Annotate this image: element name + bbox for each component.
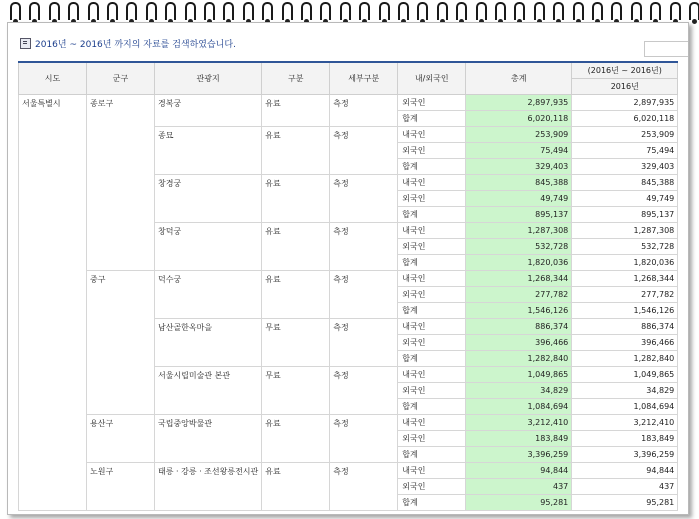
cell-total: 2,897,935 xyxy=(466,95,572,111)
cell-2016: 437 xyxy=(572,479,678,495)
cell-total: 6,020,118 xyxy=(466,111,572,127)
cell-category: 유료 xyxy=(262,415,330,463)
binding-ring xyxy=(49,2,60,20)
cell-2016: 3,396,259 xyxy=(572,447,678,463)
binding-ring xyxy=(398,2,409,20)
cell-total: 277,782 xyxy=(466,287,572,303)
table-row xyxy=(19,95,678,111)
cell-nationality: 내국인 xyxy=(398,319,466,335)
binding-ring xyxy=(495,2,506,20)
cell-nationality: 합계 xyxy=(398,255,466,271)
cell-category: 유료 xyxy=(262,223,330,271)
binding-ring xyxy=(320,2,331,20)
cell-nationality: 합계 xyxy=(398,159,466,175)
cell-site: 남산골한옥마을 xyxy=(155,319,262,367)
col-gungu: 군구 xyxy=(87,62,155,95)
cell-nationality: 합계 xyxy=(398,111,466,127)
cell-subcategory: 측정 xyxy=(330,127,398,175)
cell-site: 서울시립미술관 본관 xyxy=(155,367,262,415)
cell-2016: 183,849 xyxy=(572,431,678,447)
binding-ring xyxy=(10,2,21,20)
cell-total: 1,084,694 xyxy=(466,399,572,415)
cell-2016: 396,466 xyxy=(572,335,678,351)
cell-nationality: 외국인 xyxy=(398,479,466,495)
col-year-2016: 2016년 xyxy=(572,79,678,95)
cell-nationality: 합계 xyxy=(398,351,466,367)
cell-2016: 1,084,694 xyxy=(572,399,678,415)
cell-total: 1,546,126 xyxy=(466,303,572,319)
cell-2016: 1,268,344 xyxy=(572,271,678,287)
cell-site: 종묘 xyxy=(155,127,262,175)
col-sido: 시도 xyxy=(19,62,87,95)
cell-2016: 75,494 xyxy=(572,143,678,159)
col-category: 구분 xyxy=(262,62,330,95)
cell-2016: 3,212,410 xyxy=(572,415,678,431)
cell-total: 329,403 xyxy=(466,159,572,175)
cell-total: 396,466 xyxy=(466,335,572,351)
cell-nationality: 내국인 xyxy=(398,175,466,191)
cell-total: 845,388 xyxy=(466,175,572,191)
cell-total: 75,494 xyxy=(466,143,572,159)
cell-category: 유료 xyxy=(262,463,330,511)
cell-nationality: 외국인 xyxy=(398,431,466,447)
binding-ring xyxy=(611,2,622,20)
binding-ring xyxy=(204,2,215,20)
cell-total: 1,268,344 xyxy=(466,271,572,287)
col-site: 관광지 xyxy=(155,62,262,95)
cell-total: 532,728 xyxy=(466,239,572,255)
cell-nationality: 내국인 xyxy=(398,271,466,287)
binding-ring xyxy=(301,2,312,20)
cell-nationality: 합계 xyxy=(398,447,466,463)
binding-ring xyxy=(185,2,196,20)
cell-nationality: 외국인 xyxy=(398,143,466,159)
binding-ring xyxy=(670,2,681,20)
binding-ring xyxy=(689,2,699,20)
cell-sido: 서울특별시 xyxy=(19,95,87,511)
cell-2016: 95,281 xyxy=(572,495,678,511)
cell-nationality: 합계 xyxy=(398,399,466,415)
table-row xyxy=(19,463,678,479)
col-total: 총계 xyxy=(466,62,572,95)
cell-category: 유료 xyxy=(262,271,330,319)
binding-ring xyxy=(165,2,176,20)
cell-site: 창경궁 xyxy=(155,175,262,223)
binding-ring xyxy=(146,2,157,20)
cell-nationality: 외국인 xyxy=(398,95,466,111)
cell-2016: 895,137 xyxy=(572,207,678,223)
document-icon xyxy=(20,38,31,49)
cell-2016: 532,728 xyxy=(572,239,678,255)
cell-subcategory: 측정 xyxy=(330,95,398,127)
binding-ring xyxy=(282,2,293,20)
cell-total: 34,829 xyxy=(466,383,572,399)
col-nationality: 내/외국인 xyxy=(398,62,466,95)
cell-2016: 845,388 xyxy=(572,175,678,191)
binding-ring xyxy=(553,2,564,20)
cell-2016: 886,374 xyxy=(572,319,678,335)
cell-gungu: 종로구 xyxy=(87,95,155,271)
cell-site: 태릉 · 강릉 · 조선왕릉전시관 xyxy=(155,463,262,511)
table-row xyxy=(19,271,678,287)
report-page xyxy=(7,22,689,515)
binding-ring xyxy=(379,2,390,20)
cell-2016: 329,403 xyxy=(572,159,678,175)
cell-gungu: 중구 xyxy=(87,271,155,415)
binding-ring xyxy=(340,2,351,20)
cell-total: 1,049,865 xyxy=(466,367,572,383)
binding-ring xyxy=(514,2,525,20)
cell-total: 437 xyxy=(466,479,572,495)
binding-ring xyxy=(650,2,661,20)
cell-nationality: 외국인 xyxy=(398,191,466,207)
cell-nationality: 내국인 xyxy=(398,223,466,239)
binding-ring xyxy=(437,2,448,20)
cell-total: 49,749 xyxy=(466,191,572,207)
binding-ring xyxy=(476,2,487,20)
cell-category: 무료 xyxy=(262,319,330,367)
cell-gungu: 노원구 xyxy=(87,463,155,511)
binding-ring xyxy=(243,2,254,20)
cell-subcategory: 측정 xyxy=(330,319,398,367)
search-summary-text: 2016년 ~ 2016년 까지의 자료를 검색하였습니다. xyxy=(35,40,236,50)
visitor-stats-table xyxy=(18,61,678,511)
cell-subcategory: 측정 xyxy=(330,463,398,511)
cell-subcategory: 측정 xyxy=(330,415,398,463)
binding-ring xyxy=(262,2,273,20)
cell-2016: 2,897,935 xyxy=(572,95,678,111)
cell-total: 3,212,410 xyxy=(466,415,572,431)
binding-ring xyxy=(456,2,467,20)
cell-subcategory: 측정 xyxy=(330,271,398,319)
cell-nationality: 외국인 xyxy=(398,335,466,351)
cell-2016: 253,909 xyxy=(572,127,678,143)
cell-total: 886,374 xyxy=(466,319,572,335)
cell-2016: 6,020,118 xyxy=(572,111,678,127)
binding-ring xyxy=(126,2,137,20)
cell-2016: 1,282,840 xyxy=(572,351,678,367)
binding-ring xyxy=(417,2,428,20)
cell-nationality: 내국인 xyxy=(398,463,466,479)
cell-site: 덕수궁 xyxy=(155,271,262,319)
cell-subcategory: 측정 xyxy=(330,175,398,223)
cell-total: 253,909 xyxy=(466,127,572,143)
cell-total: 94,844 xyxy=(466,463,572,479)
binding-ring xyxy=(107,2,118,20)
cell-site: 경복궁 xyxy=(155,95,262,127)
cell-nationality: 내국인 xyxy=(398,127,466,143)
cell-2016: 1,820,036 xyxy=(572,255,678,271)
cell-2016: 277,782 xyxy=(572,287,678,303)
cell-2016: 1,049,865 xyxy=(572,367,678,383)
cell-nationality: 외국인 xyxy=(398,239,466,255)
cell-nationality: 내국인 xyxy=(398,415,466,431)
period-box xyxy=(644,41,689,57)
cell-2016: 49,749 xyxy=(572,191,678,207)
cell-category: 유료 xyxy=(262,127,330,175)
cell-2016: 1,287,308 xyxy=(572,223,678,239)
binding-ring xyxy=(68,2,79,20)
binding-ring xyxy=(359,2,370,20)
binding-ring xyxy=(573,2,584,20)
cell-total: 1,820,036 xyxy=(466,255,572,271)
cell-nationality: 합계 xyxy=(398,207,466,223)
cell-2016: 34,829 xyxy=(572,383,678,399)
cell-total: 1,282,840 xyxy=(466,351,572,367)
cell-gungu: 용산구 xyxy=(87,415,155,463)
binding-ring xyxy=(223,2,234,20)
binding-ring xyxy=(534,2,545,20)
table-body xyxy=(19,95,678,511)
cell-2016: 1,546,126 xyxy=(572,303,678,319)
cell-total: 895,137 xyxy=(466,207,572,223)
cell-category: 유료 xyxy=(262,95,330,127)
cell-subcategory: 측정 xyxy=(330,367,398,415)
search-summary xyxy=(20,37,236,50)
cell-total: 95,281 xyxy=(466,495,572,511)
cell-nationality: 외국인 xyxy=(398,383,466,399)
cell-category: 유료 xyxy=(262,175,330,223)
cell-total: 183,849 xyxy=(466,431,572,447)
cell-site: 창덕궁 xyxy=(155,223,262,271)
cell-subcategory: 측정 xyxy=(330,223,398,271)
col-period: (2016년 ~ 2016년) xyxy=(572,62,678,79)
cell-nationality: 합계 xyxy=(398,495,466,511)
table-row xyxy=(19,415,678,431)
binding-ring xyxy=(631,2,642,20)
cell-site: 국립중앙박물관 xyxy=(155,415,262,463)
cell-total: 1,287,308 xyxy=(466,223,572,239)
binding-ring xyxy=(29,2,40,20)
col-subcategory: 세부구분 xyxy=(330,62,398,95)
cell-2016: 94,844 xyxy=(572,463,678,479)
cell-nationality: 내국인 xyxy=(398,367,466,383)
binding-ring xyxy=(592,2,603,20)
binding-ring xyxy=(88,2,99,20)
cell-nationality: 합계 xyxy=(398,303,466,319)
cell-nationality: 외국인 xyxy=(398,287,466,303)
cell-total: 3,396,259 xyxy=(466,447,572,463)
cell-category: 무료 xyxy=(262,367,330,415)
